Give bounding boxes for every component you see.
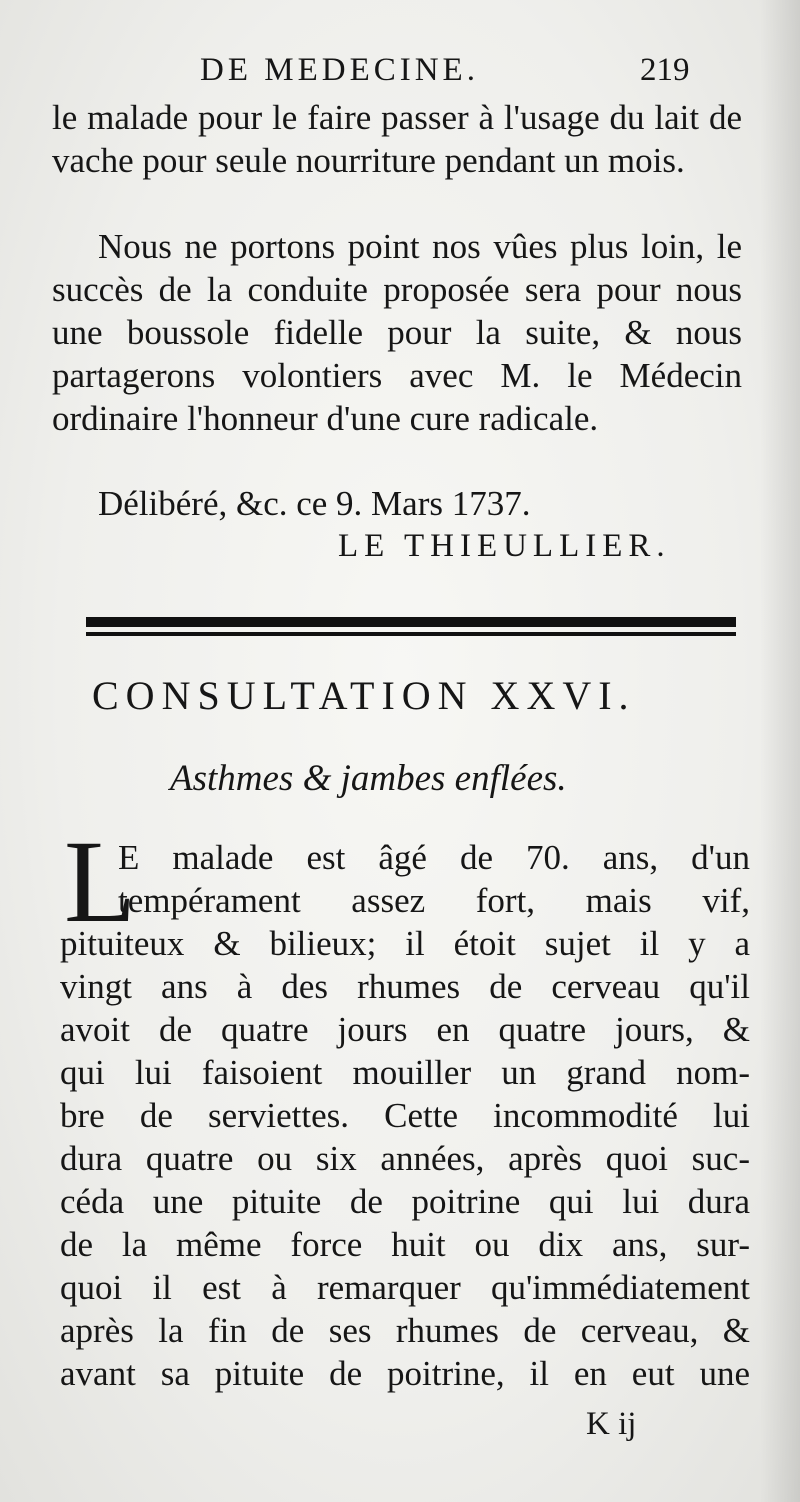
body-line: quoi il est à remarquer qu'immédiatement	[60, 1268, 750, 1307]
body-line: de la même force huit ou dix ans, sur-	[60, 1225, 750, 1264]
signature-mark: K ij	[586, 1406, 637, 1442]
body-line: pituiteux & bilieux; il étoit sujet il y a	[60, 924, 750, 963]
body-line: bre de serviettes. Cette incommodité lui	[60, 1096, 750, 1135]
body-line: E malade est âgé de 70. ans, d'un	[118, 838, 750, 877]
drop-cap: L	[64, 816, 137, 947]
section-rule-thin	[86, 632, 736, 636]
paragraph-text: Nous ne portons point nos vûes plus loin, le succès de la conduite proposée sera pour nous une boussole fidelle pour la suite, & nous partagerons volontiers avec M. le Médecin ordinaire l'honneur d'une cure radicale.	[52, 227, 742, 438]
consultation-heading: CONSULTATION XXVI.	[92, 673, 636, 718]
body-line: vingt ans à des rhumes de cerveau qu'il	[60, 967, 750, 1006]
body-line: avoit de quatre jours en quatre jours, &	[60, 1010, 750, 1049]
consultation-body	[60, 836, 750, 1395]
consultation-subtitle: Asthmes & jambes enflées.	[170, 758, 567, 799]
section-rule-thick	[86, 617, 736, 627]
body-line: dura quatre ou six années, après quoi suc-	[60, 1139, 750, 1178]
page-number: 219	[640, 52, 690, 88]
conclusion-paragraph	[52, 225, 742, 440]
body-line: tempérament assez fort, mais vif,	[118, 881, 750, 920]
author-signature: LE THIEULLIER.	[338, 528, 671, 564]
paragraph-text: le malade pour le faire passer à l'usage du lait de vache pour seule nourriture pendant un mois.	[52, 98, 742, 180]
body-line: qui lui faisoient mouiller un grand nom-	[60, 1053, 750, 1092]
body-line: avant sa pituite de poitrine, il en eut une	[60, 1354, 750, 1393]
body-line: céda une pituite de poitrine qui lui dura	[60, 1182, 750, 1221]
continued-paragraph	[52, 96, 742, 182]
running-head: DE MEDECINE.	[200, 52, 479, 88]
deliberation-date: Délibéré, &c. ce 9. Mars 1737.	[98, 484, 531, 523]
body-line: après la fin de ses rhumes de cerveau, &	[60, 1311, 750, 1350]
